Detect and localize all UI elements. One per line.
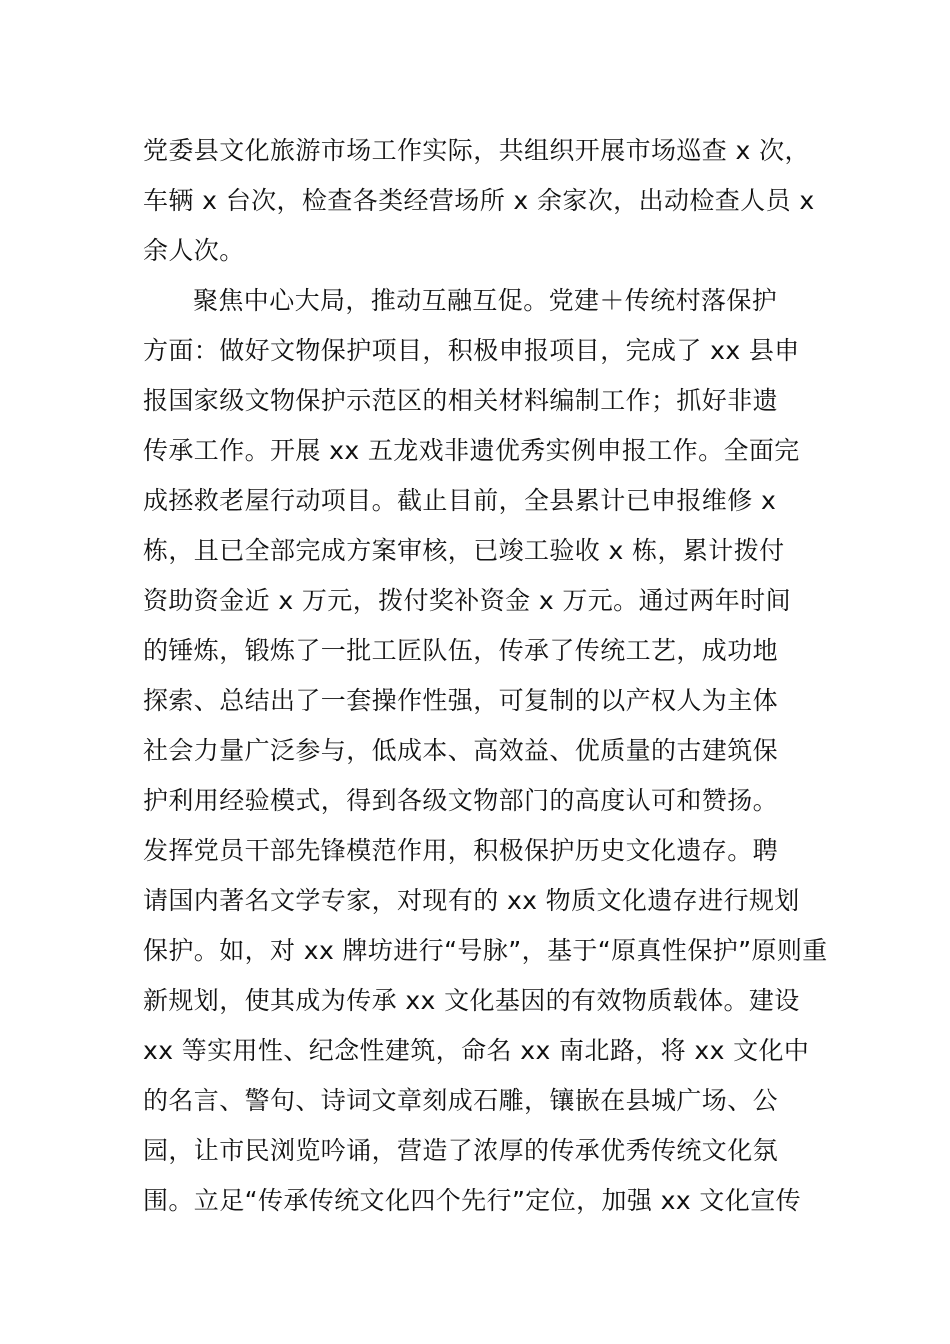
paragraph-start-line: 聚焦中心大局，推动互融互促。党建＋传统村落保护 bbox=[193, 286, 778, 315]
text-line: 的名言、警句、诗词文章刻成石雕，镶嵌在县城广场、公 bbox=[143, 1086, 779, 1115]
text-line: 成拯救老屋行动项目。截止目前，全县累计已申报维修 x bbox=[143, 486, 777, 515]
text-line: 余人次。 bbox=[143, 236, 245, 265]
text-line: 护利用经验模式，得到各级文物部门的高度认可和赞扬。 bbox=[143, 786, 779, 815]
text-line: 资助资金近 x 万元，拨付奖补资金 x 万元。通过两年时间 bbox=[143, 586, 791, 615]
text-line: 的锤炼，锻炼了一批工匠队伍，传承了传统工艺，成功地 bbox=[143, 636, 779, 665]
text-line: 请国内著名文学专家，对现有的 xx 物质文化遗存进行规划 bbox=[143, 886, 800, 915]
body-text bbox=[143, 126, 843, 1226]
text-line: 党委县文化旅游市场工作实际，共组织开展市场巡查 x 次， bbox=[143, 136, 810, 165]
text-line: 栋，且已全部完成方案审核，已竣工验收 x 栋，累计拨付 bbox=[143, 536, 785, 565]
text-line: 探索、总结出了一套操作性强，可复制的以产权人为主体 bbox=[143, 686, 779, 715]
text-line: 新规划，使其成为传承 xx 文化基因的有效物质载体。建设 bbox=[143, 986, 800, 1015]
text-line: xx 等实用性、纪念性建筑，命名 xx 南北路，将 xx 文化中 bbox=[143, 1036, 810, 1065]
text-line: 车辆 x 台次，检查各类经营场所 x 余家次，出动检查人员 x bbox=[143, 186, 815, 215]
text-line: 园，让市民浏览吟诵，营造了浓厚的传承优秀传统文化氛 bbox=[143, 1136, 779, 1165]
text-line: 发挥党员干部先锋模范作用，积极保护历史文化遗存。聘 bbox=[143, 836, 779, 865]
text-line: 保护。如，对 xx 牌坊进行“号脉”，基于“原真性保护”原则重 bbox=[143, 936, 828, 965]
text-line: 方面：做好文物保护项目，积极申报项目，完成了 xx 县申 bbox=[143, 336, 800, 365]
text-line: 社会力量广泛参与，低成本、高效益、优质量的古建筑保 bbox=[143, 736, 779, 765]
text-line: 围。立足“传承传统文化四个先行”定位，加强 xx 文化宣传 bbox=[143, 1186, 801, 1215]
text-line: 报国家级文物保护示范区的相关材料编制工作；抓好非遗 bbox=[143, 386, 779, 415]
text-line: 传承工作。开展 xx 五龙戏非遗优秀实例申报工作。全面完 bbox=[143, 436, 800, 465]
